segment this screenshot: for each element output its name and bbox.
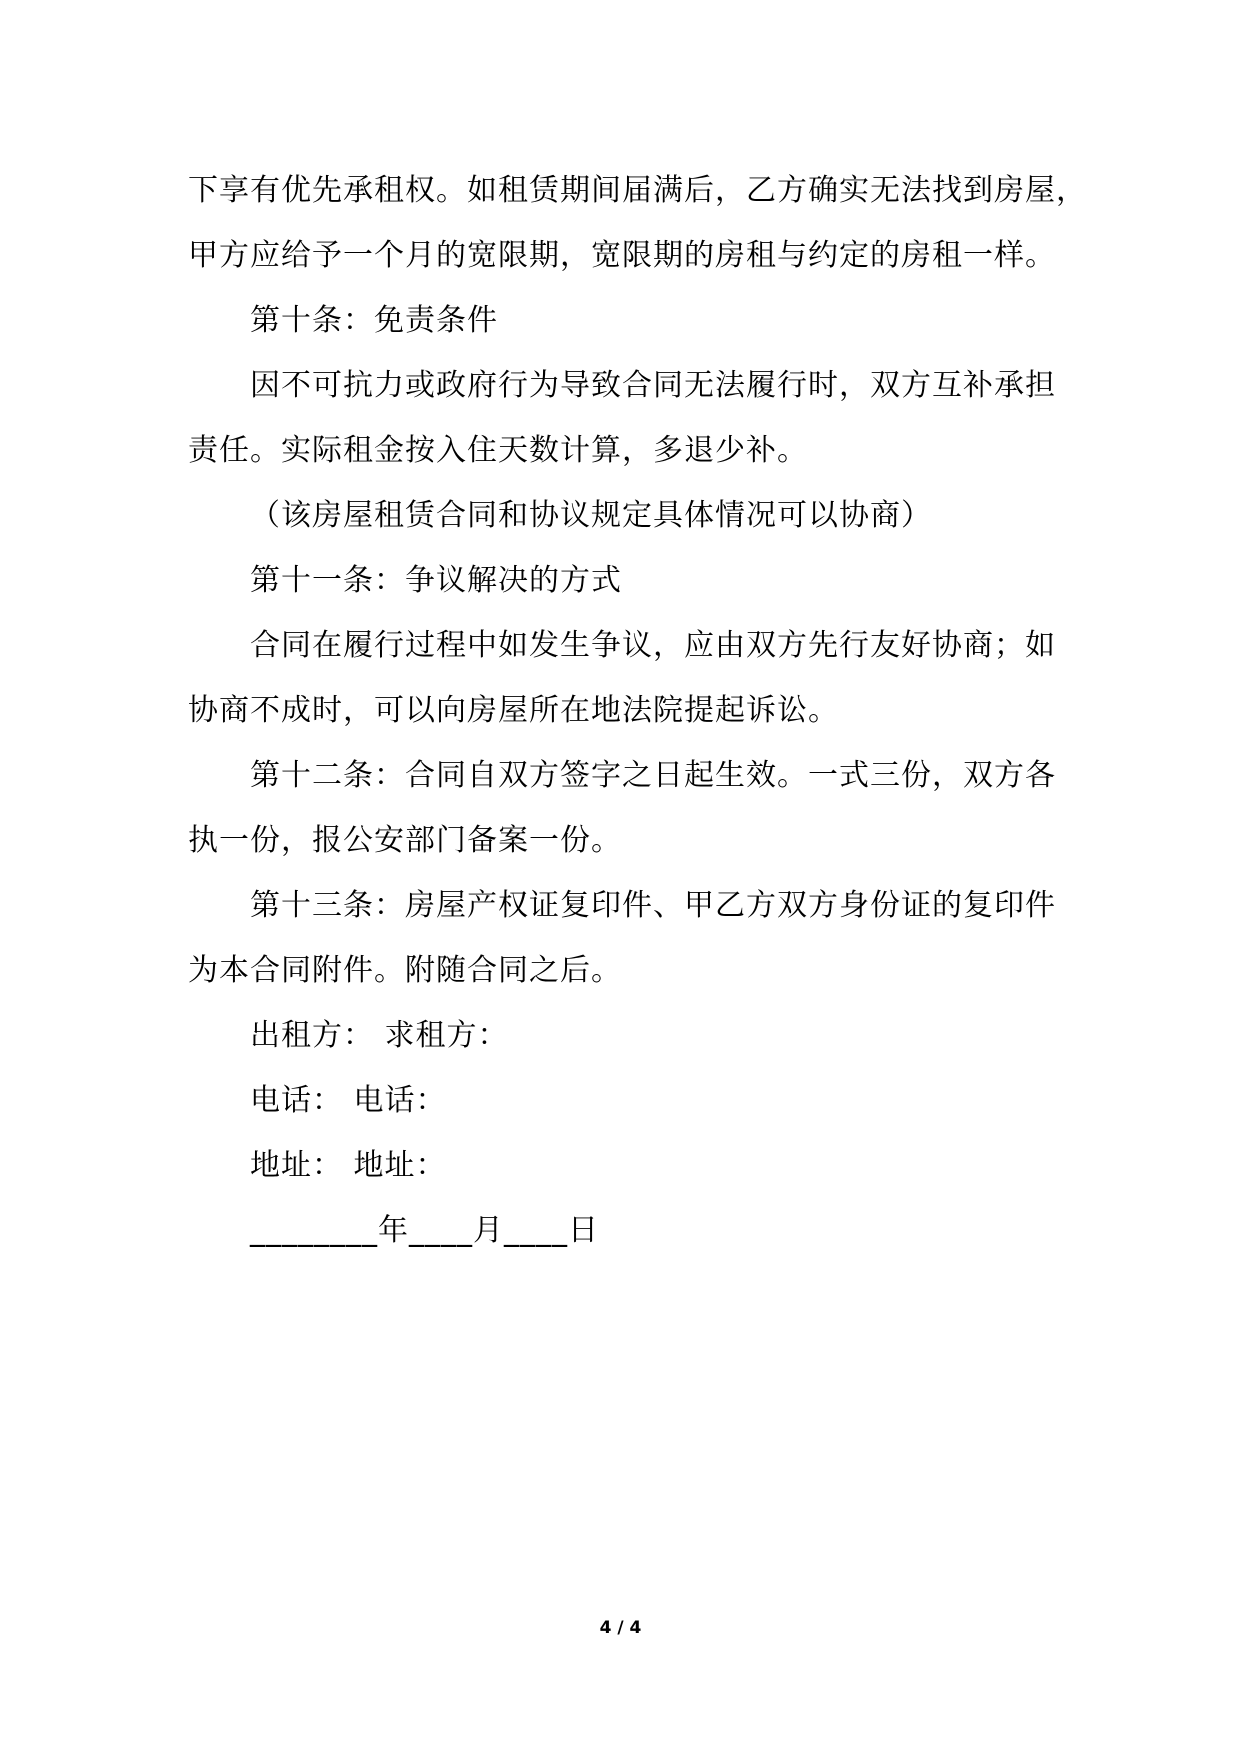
text-line: 下享有优先承租权。如租赁期间届满后，乙方确实无法找到房屋， [188, 173, 1087, 208]
section-heading-11: 第十一条：争议解决的方式 [250, 563, 622, 598]
date-line: ________年____月____日 [250, 1213, 599, 1248]
text-line: 合同在履行过程中如发生争议，应由双方先行友好协商；如 [250, 628, 1056, 663]
signature-party-line: 出租方： 求租方： [250, 1018, 509, 1053]
text-line: 责任。实际租金按入住天数计算，多退少补。 [188, 433, 808, 468]
text-line: 甲方应给予一个月的宽限期，宽限期的房租与约定的房租一样。 [188, 238, 1056, 273]
document-body [188, 158, 1087, 1263]
section-heading-10: 第十条：免责条件 [250, 303, 498, 338]
text-line: 因不可抗力或政府行为导致合同无法履行时，双方互补承担 [250, 368, 1056, 403]
page-number: 4 / 4 [599, 1618, 642, 1638]
section-heading-12: 第十二条：合同自双方签字之日起生效。一式三份，双方各 [250, 758, 1056, 793]
signature-phone-line: 电话： 电话： [250, 1083, 447, 1118]
signature-address-line: 地址： 地址： [250, 1148, 447, 1183]
text-line: 为本合同附件。附随合同之后。 [188, 953, 622, 988]
section-heading-13: 第十三条：房屋产权证复印件、甲乙方双方身份证的复印件 [250, 888, 1056, 923]
text-line: 协商不成时，可以向房屋所在地法院提起诉讼。 [188, 693, 839, 728]
text-line: 执一份，报公安部门备案一份。 [188, 823, 622, 858]
note-line: （该房屋租赁合同和协议规定具体情况可以协商） [250, 498, 932, 533]
